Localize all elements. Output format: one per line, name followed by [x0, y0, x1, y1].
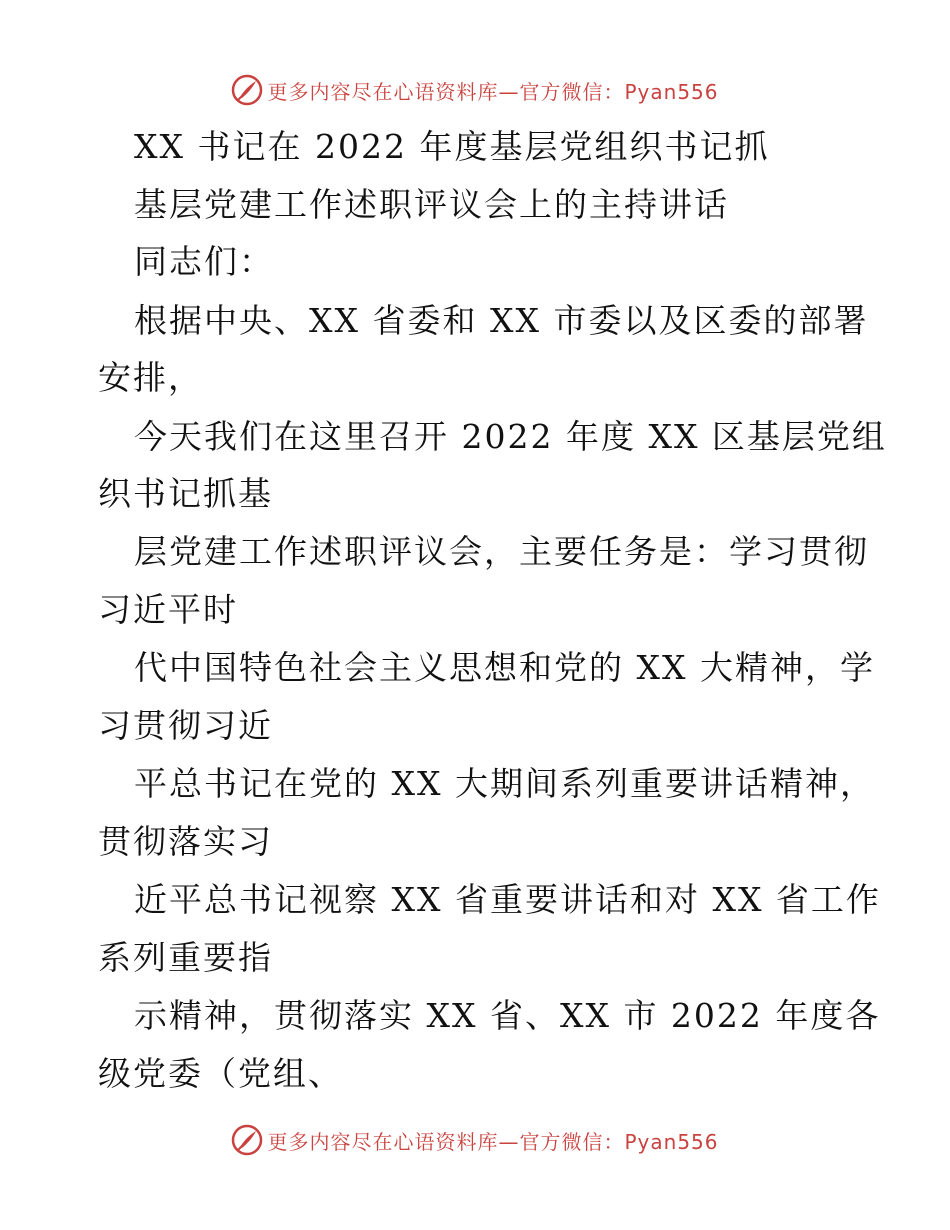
watermark-official-label: 官方微信：	[519, 1129, 625, 1154]
quill-logo-icon	[231, 1124, 263, 1156]
watermark-separator: —	[498, 79, 520, 104]
paragraph-line: 习近平时	[98, 590, 238, 629]
paragraph-line: 示精神，贯彻落实 XX 省、XX 市 2022 年度各	[134, 996, 881, 1035]
paragraph-line: 习贯彻习近	[98, 706, 273, 745]
paragraph-line: 层党建工作述职评议会，主要任务是：学习贯彻	[134, 532, 869, 571]
paragraph-line: 贯彻落实习	[98, 822, 273, 861]
paragraph-line: 级党委（党组、	[98, 1054, 343, 1093]
watermark-text	[267, 1126, 718, 1155]
title-line-2: 基层党建工作述职评议会上的主持讲话	[134, 185, 729, 224]
paragraph-line: 根据中央、XX 省委和 XX 市委以及区委的部署	[134, 301, 869, 340]
watermark-wechat-id: Pyan556	[624, 1129, 719, 1154]
paragraph-line: 织书记抓基	[98, 474, 273, 513]
watermark-wechat-id: Pyan556	[624, 79, 719, 104]
paragraph-line: 系列重要指	[98, 938, 273, 977]
watermark-separator: —	[498, 1129, 520, 1154]
header-watermark-banner	[0, 70, 950, 110]
footer-watermark-banner	[0, 1120, 950, 1160]
quill-logo-icon	[231, 74, 263, 106]
paragraph-line: 今天我们在这里召开 2022 年度 XX 区基层党组	[134, 417, 887, 456]
watermark-text	[267, 76, 718, 105]
salutation: 同志们：	[134, 242, 274, 281]
paragraph-line: 平总书记在党的 XX 大期间系列重要讲话精神，	[134, 764, 875, 803]
watermark-site-text: 更多内容尽在心语资料库	[267, 79, 499, 104]
watermark-official-label: 官方微信：	[519, 79, 625, 104]
paragraph-line: 代中国特色社会主义思想和党的 XX 大精神，学	[134, 648, 875, 687]
paragraph-line: 近平总书记视察 XX 省重要讲话和对 XX 省工作	[134, 880, 881, 919]
watermark-site-text: 更多内容尽在心语资料库	[267, 1129, 499, 1154]
paragraph-line: 安排，	[98, 358, 203, 397]
title-line-1: XX 书记在 2022 年度基层党组织书记抓	[134, 127, 770, 166]
